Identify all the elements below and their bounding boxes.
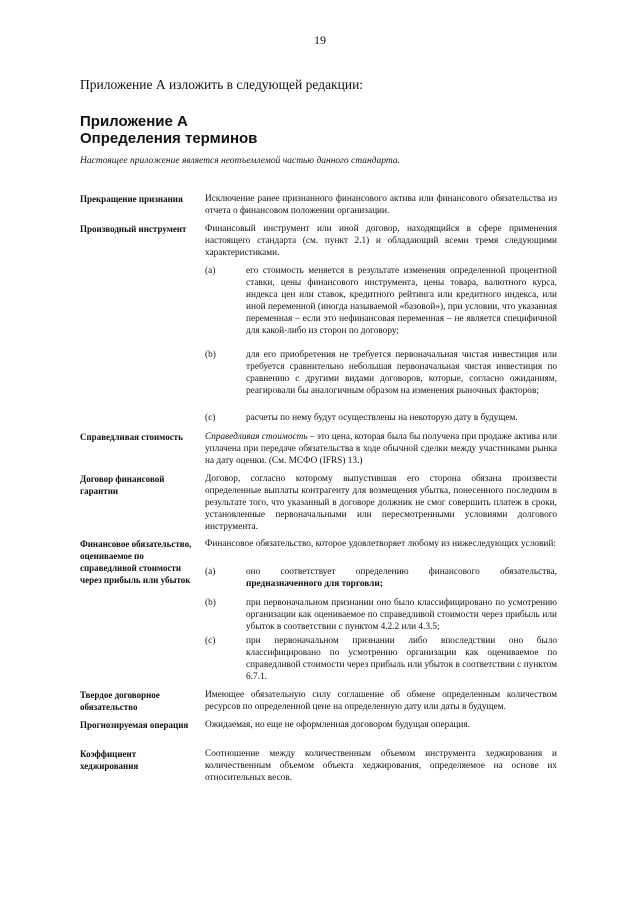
definition-forecast-transaction: Ожидаемая, но еще не оформленная договором будущая операция. [205, 720, 470, 730]
term-fvtpl-liability: Финансовое обязательство, оцениваемое по справедливой стоимости через прибыль или убыток [80, 539, 192, 585]
definition-firm-commitment: Имеющее обязательную силу соглашение об обмене определенным количеством ресурсов по определенной цене на определенную дату или даты в будущем. [205, 690, 557, 712]
appendix-heading [80, 113, 257, 147]
term-firm-commitment: Твердое договорное обязательство [80, 690, 160, 712]
list-item-text-bold: предназначенного для торговли; [246, 579, 383, 589]
definition-hedge-ratio: Соотношение между количественным объемом инструмента хеджирования и количественным объемом объекта хеджирования, определяемое на основе их относительных весов. [205, 749, 557, 783]
list-item-text: его стоимость меняется в результате изменения определенной процентной ставки, цены финансового инструмента, цены товара, валютного курса, индекса цен или ставок, кредитного рейтинга или кредитного индекса, или иной переменной (иногда называемой «базовой»), при условии, что указанная переменная – если это нефинансовая переменная – не является специфичной для какой-либо из сторон по договору; [246, 266, 557, 336]
list-item-label: (b) [205, 598, 216, 608]
term-forecast-transaction: Прогнозируемая операция [80, 720, 189, 730]
definition-derecognition: Исключение ранее признанного финансового актива или финансового обязательства из отчета о финансовом положении организации. [205, 194, 557, 216]
intro-text: Приложение А изложить в следующей редакции: [80, 77, 364, 92]
list-item-label: (c) [205, 413, 216, 423]
page-number: 19 [314, 33, 326, 47]
definition-fvtpl-liability: Финансовое обязательство, которое удовлетворяет любому из нижеследующих условий: [205, 539, 556, 549]
definition-financial-guarantee: Договор, согласно которому выпустившая его сторона обязана произвести определенные выплаты контрагенту для возмещения убытка, понесенного последним в результате того, что указанный в договоре должник не смог совершить платеж в сроки, установленные первоначальными или пересмотренными условиями долгового инструмента. [205, 474, 557, 532]
list-item-text-regular: оно соответствует определению финансового обязательства, [246, 567, 557, 577]
definition-fair-value-italic: Справедливая стоимость [205, 432, 308, 442]
list-item-label: (a) [205, 266, 216, 276]
term-derecognition: Прекращение признания [80, 194, 183, 204]
appendix-title: Приложение А [80, 113, 188, 130]
appendix-subtitle: Определения терминов [80, 130, 258, 147]
definition-fair-value [205, 431, 557, 467]
list-item-text: для его приобретения не требуется первоначальная чистая инвестиция или требуется сравнительно небольшая первоначальная чистая инвестиция по сравнению с другими видами договоров, которые, согласно ожиданиям, реагировали бы аналогичным образом на изменения рыночных факторов; [246, 350, 557, 396]
list-item-text: расчеты по нему будут осуществлены на некоторую дату в будущем. [246, 413, 518, 423]
term-hedge-ratio: Коэффициент хеджирования [80, 749, 139, 771]
list-item-label: (c) [205, 636, 216, 646]
appendix-note: Настоящее приложение является неотъемлемой частью данного стандарта. [80, 156, 400, 166]
term-derivative: Производный инструмент [80, 224, 187, 234]
definition-fair-value-text: – это цена, которая была бы получена при продаже актива или уплачена при передаче обязательства в ходе обычной сделки между участниками рынка на дату оценки. (См. МСФО (IFRS) 13.) [205, 432, 557, 466]
list-item-label: (b) [205, 350, 216, 360]
term-fair-value: Справедливая стоимость [80, 432, 183, 442]
definition-derivative: Финансовый инструмент или иной договор, находящийся в сфере применения настоящего стандарта (см. пункт 2.1) и обладающий всеми тремя следующими характеристиками. [205, 224, 557, 258]
list-item-text: при первоначальном признании оно было классифицировано по усмотрению организации как оцениваемое по справедливой стоимости через прибыль или убыток в соответствии с пунктом 4.2.2 или 4.3.5; [246, 598, 557, 632]
term-financial-guarantee: Договор финансовой гарантии [80, 474, 165, 496]
list-item-text: при первоначальном признании либо впоследствии оно было классифицировано по усмотрению организации как оцениваемое по справедливой стоимости через прибыль или убыток в соответствии с пунктом 6.7.1. [246, 636, 557, 682]
list-item-label: (a) [205, 567, 216, 577]
list-item-text [246, 566, 557, 590]
